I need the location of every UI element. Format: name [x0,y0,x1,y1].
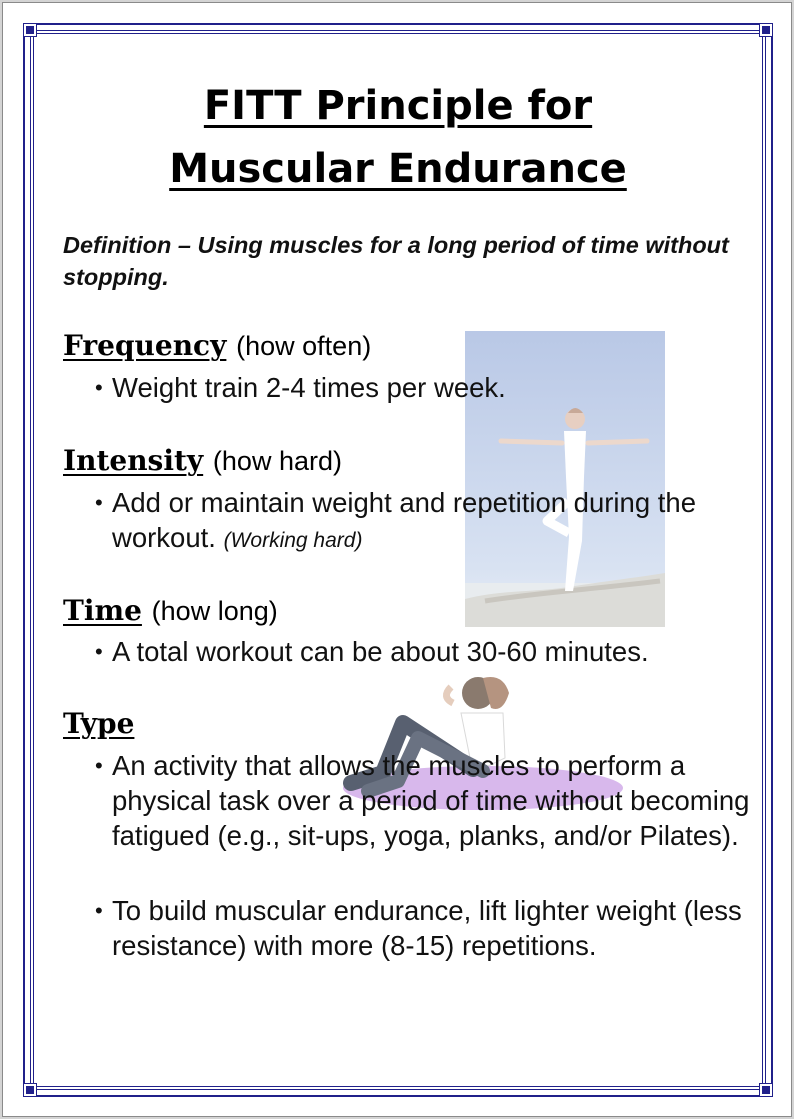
document-page [2,2,792,1117]
type-bullet-2 [95,893,755,963]
page-title-line-1: FITT Principle for [203,83,593,129]
intensity-heading-note: (how hard) [212,446,342,476]
frequency-heading [63,328,371,364]
intensity-heading-label: Intensity [63,444,204,477]
time-bullet-text: A total workout can be about 30-60 minutes. [112,636,649,667]
border-corner-top-left [24,24,36,36]
frequency-bullet [95,370,755,405]
type-heading-label: Type [63,707,135,740]
time-bullet [95,634,755,669]
bullet-glyph: • [95,753,103,778]
intensity-bullet-text: Add or maintain weight and repetition during the workout. [112,487,696,553]
intensity-bullet [95,485,755,558]
intensity-heading [63,443,342,479]
type-bullet-2-text: To build muscular endurance, lift lighter weight (less resistance) with more (8-15) repetitions. [112,895,742,961]
time-heading-label: Time [63,594,142,627]
type-heading [63,706,134,742]
type-bullet-1-text: An activity that allows the muscles to perform a physical task over a period of time without becoming fatigued (e.g., sit-ups, yoga, planks, and/or Pilates). [112,750,750,851]
bullet-glyph: • [95,375,103,400]
border-corner-bottom-right [760,1084,772,1096]
border-corner-top-right [760,24,772,36]
frequency-heading-note: (how often) [236,331,372,361]
border-corner-bottom-left [24,1084,36,1096]
bullet-glyph: • [95,898,103,923]
definition-text: Definition – Using muscles for a long period of time without stopping. [63,232,729,290]
type-bullet-1 [95,748,755,853]
page-title-line-2: Muscular Endurance [169,146,627,192]
intensity-aside: (Working hard) [223,529,363,552]
bullet-glyph: • [95,490,103,515]
frequency-bullet-text: Weight train 2-4 times per week. [112,372,506,403]
frequency-heading-label: Frequency [63,329,227,362]
time-heading-note: (how long) [151,596,278,626]
time-heading [63,593,278,629]
bullet-glyph: • [95,639,103,664]
